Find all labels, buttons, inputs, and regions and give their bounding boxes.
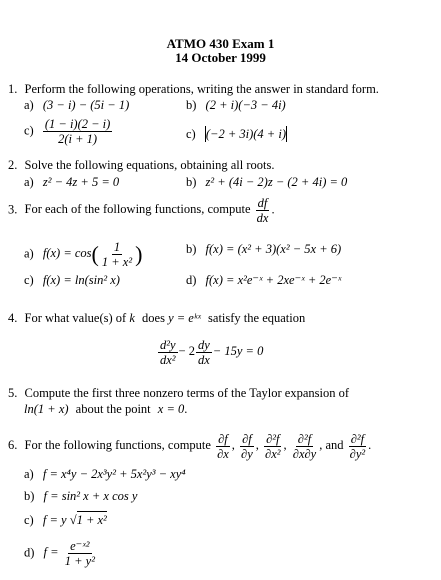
q6-d-num: e⁻ˣ²	[70, 539, 90, 553]
q6-d2-den: ∂y	[241, 446, 253, 461]
q6-d-label: d)	[24, 545, 35, 560]
q4-eq-frac-1	[158, 338, 178, 367]
q3-part-d	[186, 272, 341, 288]
q6-deriv-5	[348, 432, 367, 461]
q6-d5-num: ∂²f	[350, 431, 365, 446]
q6-d3-den: ∂x²	[265, 446, 281, 461]
q3-text: For each of the following functions, compute	[24, 202, 251, 217]
q6-part-b	[24, 488, 137, 504]
q6-number: 6.	[8, 438, 18, 452]
q1-c2-expr: (−2 + 3i)(4 + i)	[205, 127, 286, 141]
q5-text-1: Compute the first three nonzero terms of the Taylor expansion of	[24, 386, 349, 400]
exam-title: ATMO 430 Exam 1	[166, 36, 275, 51]
question-3	[8, 196, 275, 225]
q3-derivative	[255, 196, 271, 225]
q6-deriv-1	[215, 432, 231, 461]
q4-expr: y = eᵏˣ	[168, 311, 201, 325]
q5-expr: ln(1 + x)	[24, 402, 69, 416]
q6-and: , and	[319, 438, 344, 452]
q2-text: Solve the following equations, obtaining all roots.	[24, 158, 275, 172]
q4-eq-den1: dx²	[160, 352, 176, 367]
q6-c-label: c)	[24, 513, 34, 527]
q1-c2-modulus	[205, 127, 287, 141]
q2-a-label: a)	[24, 175, 34, 189]
q6-part-c	[24, 512, 107, 528]
q1-c-fraction	[43, 117, 112, 146]
q3-b-expr: f(x) = (x² + 3)(x² − 5x + 6)	[205, 242, 342, 256]
q4-eq-num2: dy	[197, 337, 210, 352]
q3-part-a: a) f(x) = cos( $\frac{1}{\text{1 + x²}}$ )	[24, 240, 143, 269]
q6-d2-num: ∂f	[242, 431, 252, 446]
q4-eq-mid: − 2	[178, 344, 195, 358]
q1-c2-label: c)	[186, 127, 196, 141]
q3-a-num: 1	[113, 240, 121, 254]
q5-number: 5.	[8, 386, 18, 400]
q1-part-b	[186, 97, 286, 113]
q4-equation	[157, 336, 263, 367]
q6-c-expr: f = y	[42, 513, 67, 527]
q6-text: For the following functions, compute	[24, 438, 211, 452]
q3-part-c	[24, 272, 120, 288]
q4-eq-frac-2	[196, 338, 212, 367]
q2-b-expr: z² + (4i − 2)z − (2 + 4i) = 0	[205, 175, 348, 189]
q3-a-label: a)	[24, 246, 34, 261]
q1-part-c2	[186, 126, 287, 142]
question-4	[8, 310, 305, 326]
q6-deriv-4	[291, 432, 318, 461]
sqrt-symbol: √	[69, 513, 77, 527]
q1-part-a	[24, 97, 129, 113]
q4-text-2: does	[142, 311, 165, 325]
q2-number: 2.	[8, 158, 18, 172]
q1-a-label: a)	[24, 98, 34, 112]
q3-c-label: c)	[24, 273, 34, 287]
q3-part-b	[186, 241, 341, 257]
exam-date: 14 October 1999	[175, 50, 266, 65]
q6-d-fraction	[63, 539, 97, 568]
q1-text: Perform the following operations, writing the answer in standard form.	[24, 82, 379, 96]
q2-a-expr: z² − 4z + 5 = 0	[42, 175, 120, 189]
q3-d-expr: f(x) = x²e⁻ˣ + 2xe⁻ˣ + 2e⁻ˣ	[205, 273, 342, 287]
q3-a-fraction	[100, 240, 134, 269]
q6-d-lhs: f =	[43, 545, 59, 560]
q4-eq-num1: d²y	[160, 337, 176, 352]
q1-c-numerator: (1 − i)(2 − i)	[44, 117, 111, 131]
q4-number: 4.	[8, 311, 18, 325]
modulus-bar-right	[286, 126, 287, 142]
q4-text-3: satisfy the equation	[208, 311, 306, 325]
q2-b-label: b)	[186, 175, 197, 189]
q1-a-expr: (3 − i) − (5i − 1)	[42, 98, 130, 112]
q6-deriv-2	[239, 432, 255, 461]
q1-c-denominator: 2(i + 1)	[58, 132, 98, 146]
q1-c-label: c)	[24, 123, 34, 138]
q6-d5-den: ∂y²	[349, 446, 366, 461]
q4-text-1: For what value(s) of	[24, 311, 127, 325]
q5-period: .	[184, 402, 188, 416]
q3-period: .	[271, 202, 275, 217]
q6-d4-den: ∂x∂y	[292, 446, 317, 461]
q4-eq-den2: dx	[197, 352, 210, 367]
q6-a-expr: f = x⁴y − 2x³y² + 5x²y³ − xy⁴	[42, 467, 186, 481]
question-5	[8, 385, 349, 401]
q4-eq-end: − 15y = 0	[212, 344, 264, 358]
question-1	[8, 81, 379, 97]
q6-period: .	[368, 438, 372, 452]
q6-deriv-3	[263, 432, 282, 461]
q5-text-2: about the point	[75, 402, 151, 416]
q5-line-2	[24, 401, 187, 417]
q3-a-den: 1 + x²	[101, 255, 133, 269]
q3-deriv-num: df	[257, 196, 268, 210]
question-6: 6. For the following functions, compute $\frac{\partial f}{\partial x}$ , $\frac{\partial f}{\partial y}$ , $\frac{\text{∂²f}}{\text{∂x²}}$ , $\frac{\text{∂²f}}{\partial x\partial y}$ , and $\frac{\text{∂²f}}{\text{∂y²}}$ .	[8, 431, 372, 461]
q6-a-label: a)	[24, 467, 34, 481]
q2-part-b	[186, 174, 347, 190]
q3-d-label: d)	[186, 273, 197, 287]
q6-d-den: 1 + y²	[64, 554, 95, 568]
q6-part-d	[24, 539, 98, 568]
q1-part-c	[24, 117, 113, 146]
q3-b-label: b)	[186, 242, 197, 256]
q6-b-label: b)	[24, 489, 35, 503]
q6-d1-den: ∂x	[217, 446, 229, 461]
q2-part-a	[24, 174, 119, 190]
question-2	[8, 157, 274, 173]
q6-b-expr: f = sin² x + x cos y	[43, 489, 138, 503]
q3-a-lhs: f(x) = cos	[42, 246, 92, 261]
q1-b-expr: (2 + i)(−3 − 4i)	[205, 98, 286, 112]
q5-point: x = 0	[157, 402, 185, 416]
q6-c-sqrt: 1 + x²	[76, 513, 107, 527]
q3-deriv-den: dx	[256, 211, 269, 225]
q6-d4-num: ∂²f	[297, 431, 312, 446]
q6-d3-num: ∂²f	[266, 431, 280, 446]
q4-var-k: k	[129, 311, 135, 325]
q6-d1-num: ∂f	[218, 431, 228, 446]
q3-c-expr: f(x) = ln(sin² x)	[42, 273, 120, 287]
q1-number: 1.	[8, 82, 18, 96]
q1-b-label: b)	[186, 98, 197, 112]
q6-part-a	[24, 466, 186, 482]
q3-number: 3.	[8, 202, 18, 217]
